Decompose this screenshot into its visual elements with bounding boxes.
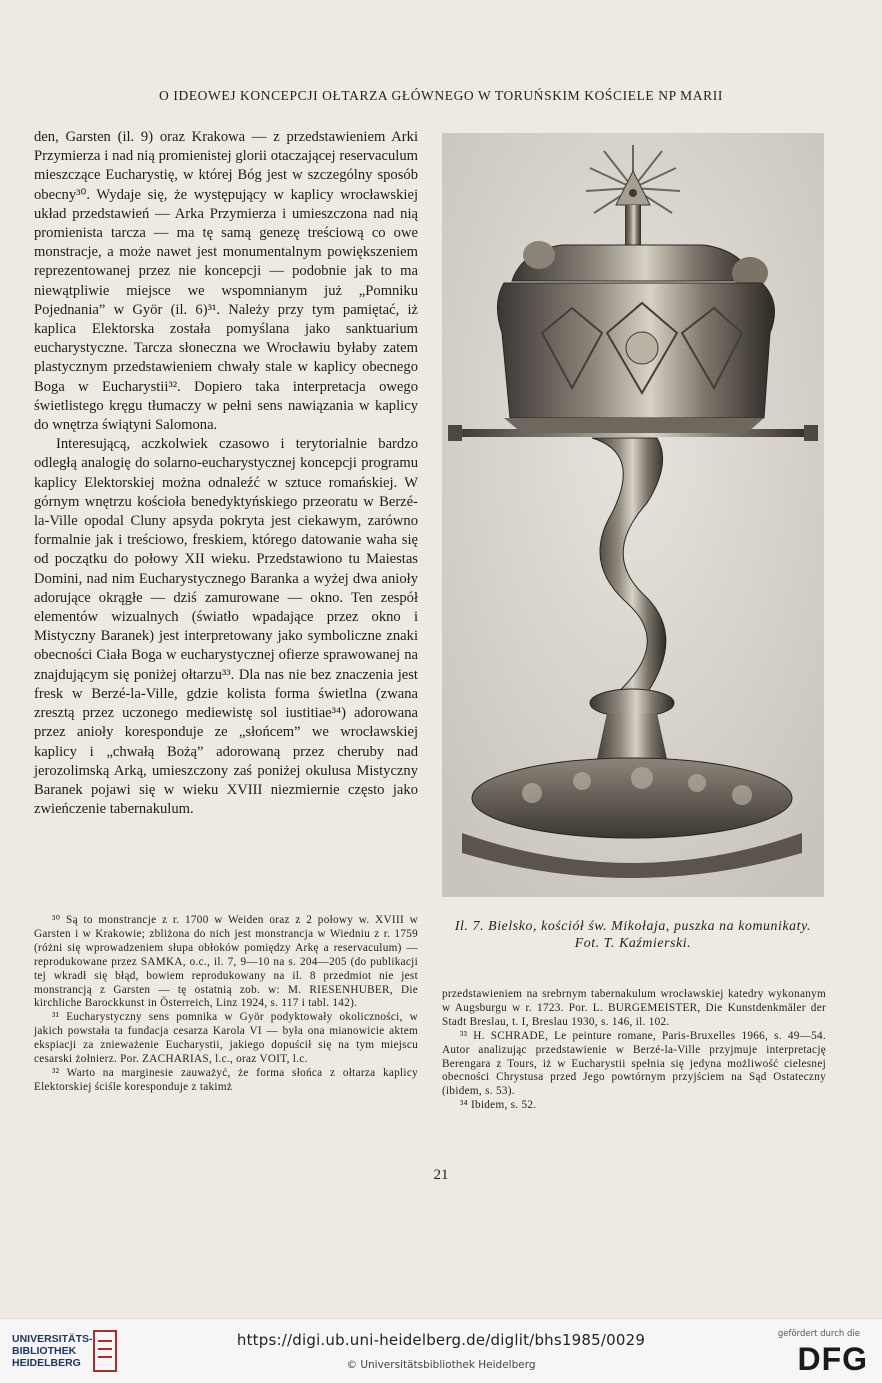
- footnote-31: ³¹ Eucharystyczny sens pomnika w Györ podyktowały okoliczności, w jakich powstała ta fundacja cesarza Karola VI — była ona mianowicie aktem ekspiacji za znieważenie Eucharystii, jakiego dopuścił się na tym miejscu cesarski żołnierz. Por. ZACHARIAS, l.c., oraz VOIT, l.c.: [34, 1011, 418, 1066]
- figure-caption: Il. 7. Bielsko, kościół św. Mikołaja, puszka na komunikaty. Fot. T. Kaźmierski.: [454, 918, 812, 950]
- figure-photograph: [442, 133, 824, 897]
- running-head: O IDEOWEJ KONCEPCJI OŁTARZA GŁÓWNEGO W TORUŃSKIM KOŚCIELE NP MARII: [159, 88, 723, 103]
- footnote-32: ³² Warto na marginesie zauważyć, że forma słońca z ołtarza kaplicy Elektorskiej ściśle koresponduje z takimż: [34, 1066, 418, 1093]
- library-name-line-2: BIBLIOTHEK: [12, 1345, 77, 1357]
- body-paragraph-1: den, Garsten (il. 9) oraz Krakowa — z przedstawieniem Arki Przymierza i nad nią promienistej glorii otaczającej reservaculum mieszczące Eucharystię, w której Bóg jest w szczególny sposób obecny³⁰. Wydaje się, że występujący w kaplicy wrocławskiej układ przedstawień — Arka Przymierza i umieszczona nad nią promienista tarcza — ma tę samą genezę treściową co owe monstracje, a może nawet jest monumentalnym powiększeniem reprezentowanej przez nie koncepcji — podobnie jak to ma niewątpliwie miejsce we wspomnianym już „Pomniku Pojednania” w Györ (il. 6)³¹. Należy przy tym pamiętać, iż kaplica Elektorska została pomyślana jako sanktuarium eucharystyczne. Tarcza słoneczna we Wrocławiu byłaby zatem plastycznym przedstawieniem chwały stale w kaplicy obecnego Boga w Eucharystii³². Dopiero taka interpretacja owego świetlistego kręgu tłumaczy w pełni sens nawiązania w kaplicy do wnętrza świątyni Salomona.: [34, 129, 418, 434]
- footnote-34: ³⁴ Ibidem, s. 52.: [460, 1099, 537, 1112]
- main-text-column: [34, 128, 418, 819]
- footnote-32-continued: przedstawieniem na srebrnym tabernakulum wrocławskiej katedry wykonanym w Augsburgu w r. 1723. Por. L. BURGEMEISTER, Die Kunstdenkmäler der Stadt Breslau, t. I, Breslau 1930, s. 146, il. 102.: [442, 988, 826, 1028]
- library-name-line-1: UNIVERSITÄTS-: [12, 1333, 93, 1345]
- pyx-photo-illustration: [442, 133, 824, 897]
- footnotes-right-column: [442, 988, 826, 1113]
- library-name-line-3: HEIDELBERG: [12, 1357, 81, 1369]
- viewer-footer: [0, 1318, 882, 1383]
- footnotes-left-column: [34, 914, 418, 1095]
- funded-by-label: gefördert durch die: [777, 1329, 860, 1339]
- footnote-30: ³⁰ Są to monstrancje z r. 1700 w Weiden oraz z 2 połowy w. XVIII w Garsten i w Krakowie; zbliżona do nich jest monstrancja w Wiedniu z r. 1759 (różni się wprowadzeniem słupa obłoków pomiędzy Arkę a reservaculum) — reprodukowane przez SAMKA, o.c., il. 7, 9—10 na s. 204—205 (do publikacji tej wkradł się błąd, bowiem reprodukowany na il. 8 przedmiot nie jest monstrancją z Garsten — tę ostatnią zob. w: M. RIESENHUBER, Die kirchliche Barockkunst in Österreich, Linz 1924, s. 117 i tabl. 142).: [34, 914, 418, 1010]
- page-number: 21: [433, 1167, 449, 1183]
- permalink-url[interactable]: https://digi.ub.uni-heidelberg.de/diglit/bhs1985/0029: [236, 1331, 646, 1349]
- footnote-33: ³³ H. SCHRADE, Le peinture romane, Paris-Bruxelles 1966, s. 49—54. Autor analizując przedstawienie w Berzé-la-Ville przyjmuje interpretację Berengara z Tours, iż w Eucharystii spełnia się jedyna możliwość cielesnej obecności Chrystusa przed Jego powtórnym przyjściem na Sąd Ostateczny (ibidem, s. 53).: [442, 1029, 826, 1098]
- dfg-logo[interactable]: DFG: [797, 1341, 868, 1377]
- copyright-notice: © Universitätsbibliothek Heidelberg: [346, 1359, 536, 1371]
- body-paragraph-2: Interesującą, aczkolwiek czasowo i terytorialnie bardzo odległą analogię do solarno-eucharystycznej koncepcji programu kaplicy Elektorskiej można odnaleźć w sztuce romańskiej. W górnym wnętrzu kościoła benedyktyńskiego przeoratu w Berzé-la-Ville opodal Cluny apsyda pokryta jest ciekawym, zarówno formalnie jak i treściowo, freskiem, którego datowanie waha się od początku do połowy XII wieku. Przedstawiono tu Maiestas Domini, nad nim Eucharystycznego Baranka a wyżej dwa anioły adorujące okrągłe — dziś zamurowane — okno. Ten zespół elementów wizualnych (światło wpadające przez okno i Mistyczny Baranek) jest interpretowany jako symboliczne znaki obecności Ciała Boga w eucharystycznej ofierze sprawowanej na znajdującym się poniżej ołtarzu³³. Dla nas nie bez znaczenia jest fresk w Berzé-la-Ville, gdzie kolista forma świetlna (zwana zresztą przez uczonego mediewistę sol iustitiae³⁴) adorowana przez anioły koresponduje ze „słońcem” we wrocławskiej kaplicy i „chwałą Bożą” adorowaną przez cheruby nad jerozolimską Arką, umieszczony zaś poniżej okulusa Mistyczny Baranek pojawi się w wieku XVIII niezmiernie często jako zwieńczenie tabernakulum.: [34, 436, 418, 818]
